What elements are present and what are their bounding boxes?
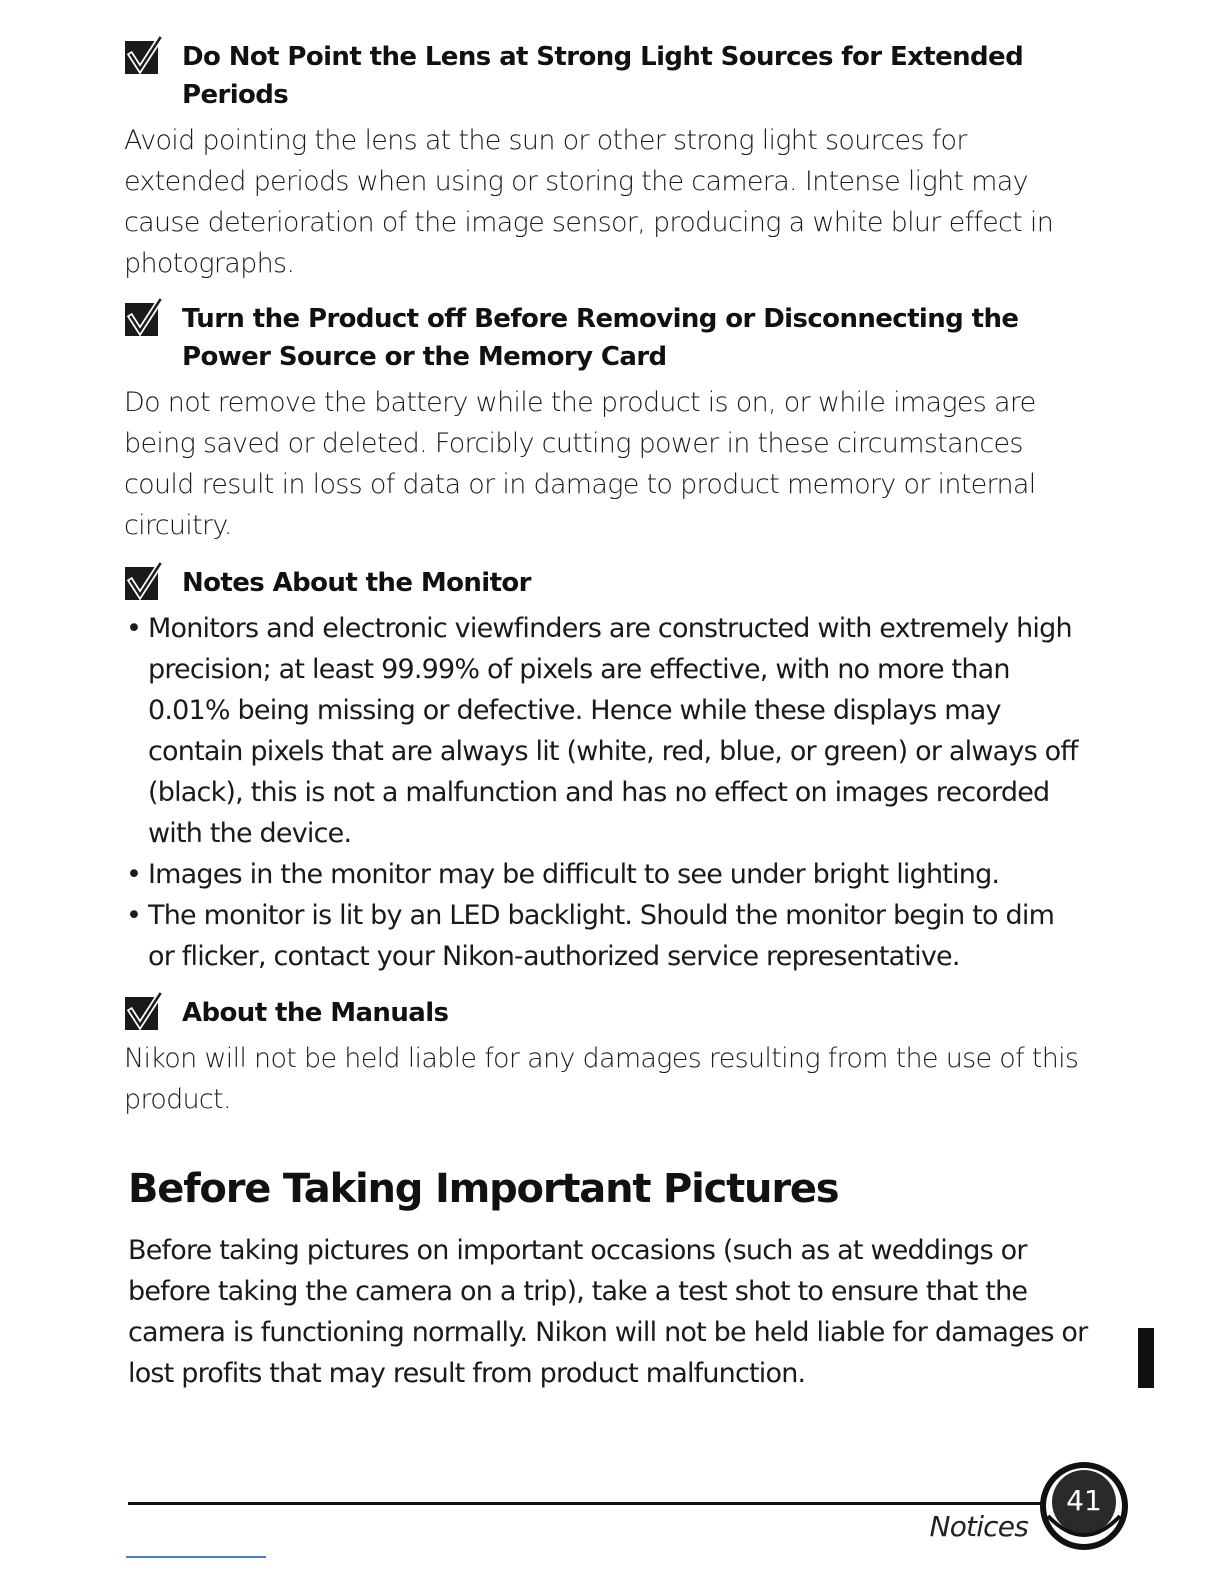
check-icon: [124, 36, 164, 76]
notice-header: [124, 300, 1084, 376]
notice-title: Do Not Point the Lens at Strong Light Sources for Extended Periods: [182, 42, 1024, 110]
footer-section-label: Notices: [929, 1510, 1028, 1543]
page-number: 41: [1066, 1483, 1102, 1517]
corner-line: [126, 1556, 266, 1558]
check-icon: [124, 992, 164, 1032]
notice-title: About the Manuals: [182, 998, 449, 1028]
notice-header: [124, 994, 1084, 1032]
notice-header: [124, 564, 1084, 602]
notice-header: [124, 38, 1084, 114]
list-item: • Images in the monitor may be difficult to see under bright lighting.: [124, 854, 1084, 895]
notice-power-off: [124, 300, 1084, 546]
notice-monitor: [124, 564, 1084, 977]
footer-rule: [128, 1502, 1046, 1505]
notice-title: Notes About the Monitor: [182, 568, 531, 598]
section-body: Before taking pictures on important occasions (such as at weddings or before taking the camera on a trip), take a test shot to ensure that the camera is functioning normally. Nikon will not be held liable for damages or lost profits that may result from product malfunction.: [128, 1235, 1088, 1389]
notice-lens-light: [124, 38, 1084, 284]
section-heading: Before Taking Important Pictures: [128, 1166, 839, 1212]
notice-title: Turn the Product off Before Removing or Disconnecting the Power Source or the Memory Card: [182, 304, 1019, 372]
monitor-notes-list: [124, 608, 1084, 977]
notice-body: Avoid pointing the lens at the sun or other strong light sources for extended periods when using or storing the camera. Intense light may cause deterioration of the image sensor, producing a white blur effect in photographs.: [124, 125, 1054, 279]
list-item: • The monitor is lit by an LED backlight. Should the monitor begin to dim or flicker, contact your Nikon-authorized service representative.: [124, 895, 1084, 977]
check-icon: [124, 298, 164, 338]
thumb-tab-marker: [1138, 1328, 1154, 1388]
notice-body: Do not remove the battery while the product is on, or while images are being saved or deleted. Forcibly cutting power in these circumstances could result in loss of data or in damage to product memory or internal circuitry.: [124, 387, 1036, 541]
check-icon: [124, 562, 164, 602]
notice-manuals: [124, 994, 1084, 1120]
list-item: • Monitors and electronic viewfinders are constructed with extremely high precision; at least 99.99% of pixels are effective, with no more than 0.01% being missing or defective. Hence while these displays may contain pixels that are always lit (white, red, blue, or green) or always off (black), this is not a malfunction and has no effect on images recorded with the device.: [124, 608, 1084, 854]
notice-body: Nikon will not be held liable for any damages resulting from the use of this product.: [124, 1043, 1079, 1115]
